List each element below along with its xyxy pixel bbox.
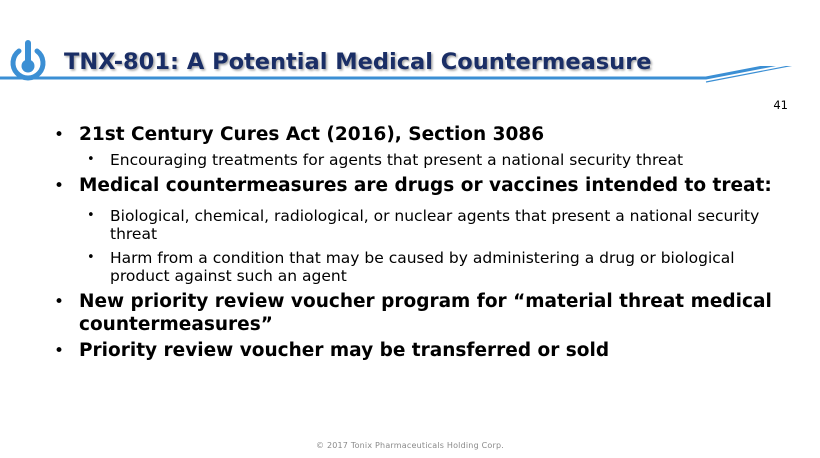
bullet-voucher-transfer: • Priority review voucher may be transferred or sold — [54, 340, 794, 363]
slide-title: TNX-801: A Potential Medical Countermeasure — [64, 49, 652, 75]
subbullet-cbrn-agents: • Biological, chemical, radiological, or nuclear agents that present a national security threat — [54, 207, 794, 243]
subbullet-harm-condition: • Harm from a condition that may be caused by administering a drug or biological product against such an agent — [54, 249, 794, 285]
copyright-footer: © 2017 Tonix Pharmaceuticals Holding Corp. — [316, 441, 504, 450]
bullet-countermeasures-definition: • Medical countermeasures are drugs or vaccines intended to treat: — [54, 175, 794, 198]
bullet-priority-review-program: • New priority review voucher program for “material threat medical countermeasures” — [54, 291, 794, 336]
header-divider — [0, 66, 820, 116]
subbullet-encouraging-treatments: • Encouraging treatments for agents that present a national security threat — [54, 151, 794, 169]
bullet-cures-act: • 21st Century Cures Act (2016), Section 3086 — [54, 124, 794, 147]
page-number: 41 — [773, 98, 788, 112]
slide-body — [54, 124, 794, 367]
